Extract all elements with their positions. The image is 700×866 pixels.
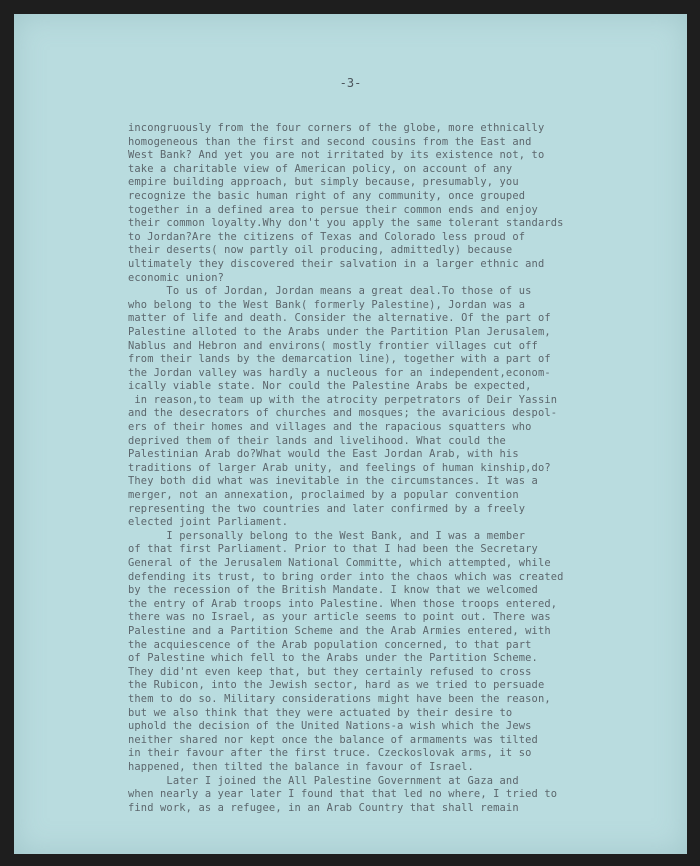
text-line: incongruously from the four corners of the globe, more ethnically bbox=[128, 122, 545, 134]
text-line: traditions of larger Arab unity, and feelings of human kinship,do? bbox=[128, 461, 551, 474]
text-line: but we also think that they were actuated by their desire to bbox=[128, 706, 513, 719]
text-line: economic union? bbox=[128, 271, 225, 284]
text-line: defending its trust, to bring order into the chaos which was created bbox=[128, 570, 564, 583]
text-line: neither shared nor kept once the balance of armaments was tilted bbox=[128, 733, 538, 746]
text-line: ers of their homes and villages and the rapacious squatters who bbox=[128, 421, 532, 434]
page-number: -3- bbox=[339, 76, 362, 90]
text-line: to Jordan?Are the citizens of Texas and Colorado less proud of bbox=[128, 230, 526, 243]
text-line: General of the Jerusalem National Committe, which attempted, while bbox=[128, 557, 551, 569]
text-line: Palestine alloted to the Arabs under the Partition Plan Jerusalem, bbox=[128, 325, 551, 338]
text-line: I personally belong to the West Bank, and I was a member bbox=[128, 529, 526, 542]
text-line: when nearly a year later I found that that led no where, I tried to bbox=[128, 788, 558, 801]
text-line: there was no Israel, as your article seems to point out. There was bbox=[128, 611, 551, 624]
text-line: representing the two countries and later confirmed by a freely bbox=[128, 502, 526, 515]
text-line: happened, then tilted the balance in favour of Israel. bbox=[128, 760, 474, 773]
text-line: from their lands by the demarcation line), together with a part of bbox=[128, 353, 551, 366]
text-line: the Jordan valley was hardly a nucleous for an independent,econom- bbox=[128, 366, 551, 379]
text-line: ically viable state. Nor could the Palestine Arabs be expected, bbox=[128, 380, 532, 393]
text-line: merger, not an annexation, proclaimed by a popular convention bbox=[128, 489, 519, 502]
text-line: homogeneous than the first and second cousins from the East and bbox=[128, 135, 532, 148]
text-line: in reason,to team up with the atrocity perpetrators of Deir Yassin bbox=[128, 393, 558, 406]
text-line: the entry of Arab troops into Palestine. When those troops entered, bbox=[128, 597, 558, 610]
text-line: They did'nt even keep that, but they certainly refused to cross bbox=[128, 665, 532, 678]
text-line: of that first Parliament. Prior to that I had been the Secretary bbox=[128, 543, 538, 556]
text-line: find work, as a refugee, in an Arab Country that shall remain bbox=[128, 801, 519, 814]
text-line: take a charitable view of American policy, on account of any bbox=[128, 162, 513, 175]
text-line: of Palestine which fell to the Arabs under the Partition Scheme. bbox=[128, 652, 538, 665]
typewritten-page bbox=[14, 14, 687, 854]
letter-body-text bbox=[128, 122, 698, 815]
text-line: ultimately they discovered their salvation in a larger ethnic and bbox=[128, 257, 545, 270]
text-line: Nablus and Hebron and environs( mostly frontier villages cut off bbox=[128, 339, 538, 352]
text-line: matter of life and death. Consider the alternative. Of the part of bbox=[128, 312, 551, 325]
text-line: Palestine and a Partition Scheme and the Arab Armies entered, with bbox=[128, 624, 551, 637]
text-line: They both did what was inevitable in the circumstances. It was a bbox=[128, 475, 538, 488]
text-line: in their favour after the first truce. Czeckoslovak arms, it so bbox=[128, 747, 532, 760]
text-line: who belong to the West Bank( formerly Palestine), Jordan was a bbox=[128, 298, 526, 311]
text-line: them to do so. Military considerations might have been the reason, bbox=[128, 692, 551, 705]
text-line: by the recession of the British Mandate. I know that we welcomed bbox=[128, 584, 538, 597]
text-line: Palestinian Arab do?What would the East Jordan Arab, with his bbox=[128, 448, 519, 461]
text-line: West Bank? And yet you are not irritated by its existence not, to bbox=[128, 149, 545, 162]
text-line: together in a defined area to persue their common ends and enjoy bbox=[128, 203, 538, 216]
text-line: their deserts( now partly oil producing, admittedly) because bbox=[128, 244, 513, 257]
text-line: their common loyalty.Why don't you apply the same tolerant standards bbox=[128, 217, 564, 230]
text-line: and the desecrators of churches and mosques; the avaricious despol- bbox=[128, 407, 558, 420]
text-line: Later I joined the All Palestine Government at Gaza and bbox=[128, 774, 519, 787]
text-line: uphold the decision of the United Nations-a wish which the Jews bbox=[128, 720, 532, 733]
text-line: elected joint Parliament. bbox=[128, 516, 289, 529]
text-line: To us of Jordan, Jordan means a great deal.To those of us bbox=[128, 285, 532, 298]
text-line: deprived them of their lands and livelihood. What could the bbox=[128, 434, 506, 447]
text-line: the acquiescence of the Arab population concerned, to that part bbox=[128, 638, 532, 651]
text-line: the Rubicon, into the Jewish sector, hard as we tried to persuade bbox=[128, 679, 545, 692]
text-line: empire building approach, but simply because, presumably, you bbox=[128, 176, 519, 189]
text-line: recognize the basic human right of any community, once grouped bbox=[128, 189, 526, 202]
